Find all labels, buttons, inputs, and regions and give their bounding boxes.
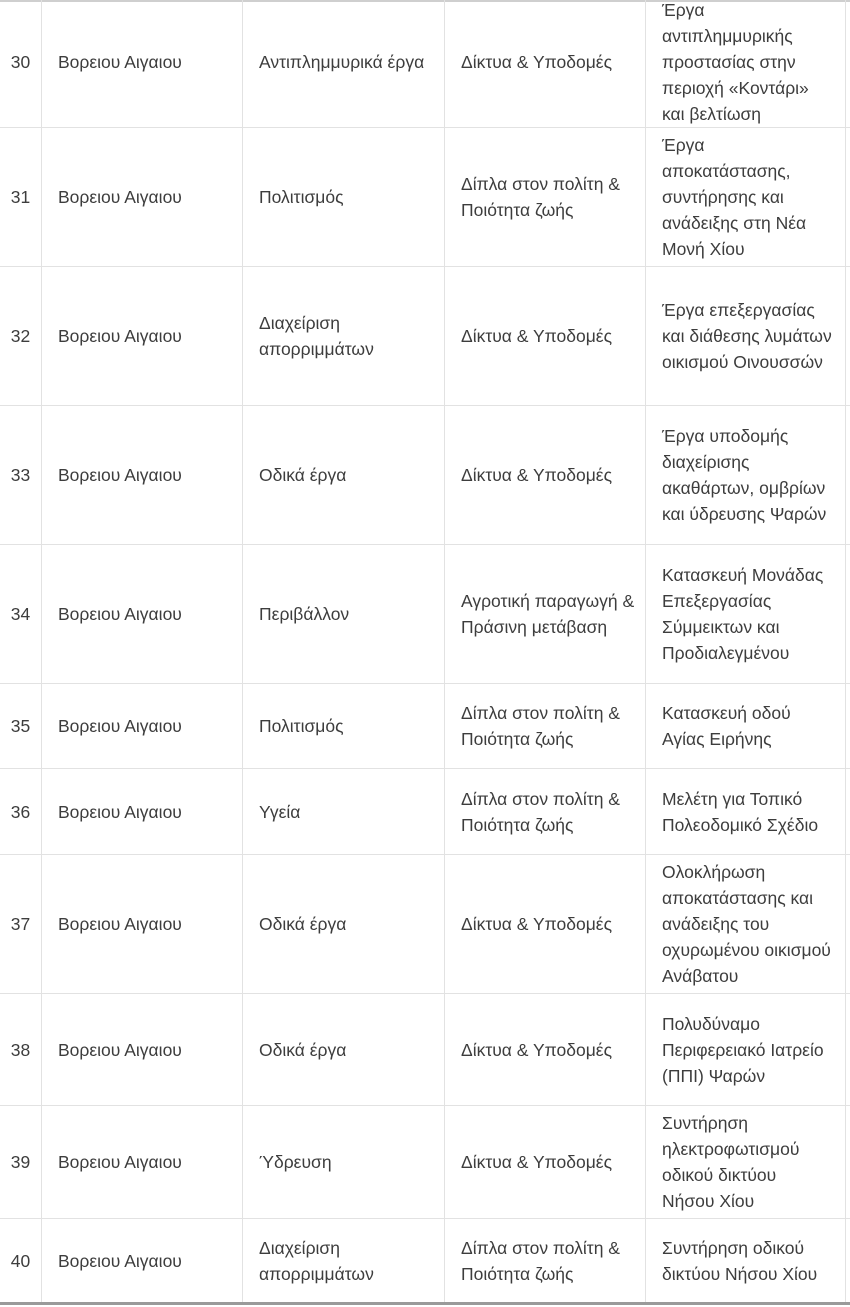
extra-cell bbox=[846, 267, 850, 406]
table-row bbox=[0, 855, 850, 994]
description-cell: Πολυδύναμο Περιφερειακό Ιατρείο (ΠΠΙ) Ψαρών bbox=[646, 994, 846, 1106]
table-row bbox=[0, 545, 850, 684]
row-number: 40 bbox=[0, 1219, 42, 1304]
region-cell: Βορειου Αιγαιου bbox=[42, 545, 243, 684]
table-row bbox=[0, 1106, 850, 1219]
category-cell: Πολιτισμός bbox=[243, 128, 445, 267]
description-cell: Κατασκευή οδού Αγίας Ειρήνης bbox=[646, 684, 846, 769]
row-number: 30 bbox=[0, 0, 42, 128]
category-cell: Υγεία bbox=[243, 769, 445, 855]
table-row bbox=[0, 769, 850, 855]
region-cell: Βορειου Αιγαιου bbox=[42, 1106, 243, 1219]
axis-cell: Δίπλα στον πολίτη & Ποιότητα ζωής bbox=[445, 128, 646, 267]
region-cell: Βορειου Αιγαιου bbox=[42, 267, 243, 406]
axis-cell: Δίκτυα & Υποδομές bbox=[445, 267, 646, 406]
region-cell: Βορειου Αιγαιου bbox=[42, 128, 243, 267]
extra-cell bbox=[846, 684, 850, 769]
row-number: 32 bbox=[0, 267, 42, 406]
extra-cell bbox=[846, 545, 850, 684]
axis-cell: Δίπλα στον πολίτη & Ποιότητα ζωής bbox=[445, 1219, 646, 1304]
region-cell: Βορειου Αιγαιου bbox=[42, 855, 243, 994]
axis-cell: Δίκτυα & Υποδομές bbox=[445, 406, 646, 545]
extra-cell bbox=[846, 128, 850, 267]
extra-cell bbox=[846, 769, 850, 855]
table-row bbox=[0, 0, 850, 128]
axis-cell: Δίπλα στον πολίτη & Ποιότητα ζωής bbox=[445, 684, 646, 769]
row-number: 36 bbox=[0, 769, 42, 855]
category-cell: Διαχείριση απορριμμάτων bbox=[243, 1219, 445, 1304]
region-cell: Βορειου Αιγαιου bbox=[42, 684, 243, 769]
row-number: 37 bbox=[0, 855, 42, 994]
region-cell: Βορειου Αιγαιου bbox=[42, 1219, 243, 1304]
axis-cell: Δίπλα στον πολίτη & Ποιότητα ζωής bbox=[445, 769, 646, 855]
axis-cell: Αγροτική παραγωγή & Πράσινη μετάβαση bbox=[445, 545, 646, 684]
category-cell: Αντιπλημμυρικά έργα bbox=[243, 0, 445, 128]
table-row bbox=[0, 128, 850, 267]
extra-cell bbox=[846, 406, 850, 545]
row-number: 34 bbox=[0, 545, 42, 684]
extra-cell bbox=[846, 1106, 850, 1219]
description-cell: Έργα αποκατάστασης, συντήρησης και ανάδειξης στη Νέα Μονή Χίου bbox=[646, 128, 846, 267]
axis-cell: Δίκτυα & Υποδομές bbox=[445, 855, 646, 994]
description-cell: Κατασκευή Μονάδας Επεξεργασίας Σύμμεικτων και Προδιαλεγμένου bbox=[646, 545, 846, 684]
table-row bbox=[0, 1219, 850, 1304]
extra-cell bbox=[846, 0, 850, 128]
axis-cell: Δίκτυα & Υποδομές bbox=[445, 994, 646, 1106]
region-cell: Βορειου Αιγαιου bbox=[42, 769, 243, 855]
row-number: 31 bbox=[0, 128, 42, 267]
description-cell: Συντήρηση οδικού δικτύου Νήσου Χίου bbox=[646, 1219, 846, 1304]
category-cell: Ύδρευση bbox=[243, 1106, 445, 1219]
table-row bbox=[0, 406, 850, 545]
category-cell: Πολιτισμός bbox=[243, 684, 445, 769]
row-number: 38 bbox=[0, 994, 42, 1106]
table-row bbox=[0, 267, 850, 406]
row-number: 35 bbox=[0, 684, 42, 769]
table-row bbox=[0, 994, 850, 1106]
description-cell: Μελέτη για Τοπικό Πολεοδομικό Σχέδιο bbox=[646, 769, 846, 855]
category-cell: Περιβάλλον bbox=[243, 545, 445, 684]
table-row bbox=[0, 684, 850, 769]
description-cell: Έργα επεξεργασίας και διάθεσης λυμάτων οικισμού Οινουσσών bbox=[646, 267, 846, 406]
extra-cell bbox=[846, 1219, 850, 1304]
category-cell: Οδικά έργα bbox=[243, 406, 445, 545]
extra-cell bbox=[846, 994, 850, 1106]
row-number: 33 bbox=[0, 406, 42, 545]
region-cell: Βορειου Αιγαιου bbox=[42, 994, 243, 1106]
axis-cell: Δίκτυα & Υποδομές bbox=[445, 1106, 646, 1219]
category-cell: Οδικά έργα bbox=[243, 994, 445, 1106]
extra-cell bbox=[846, 855, 850, 994]
description-cell: Συντήρηση ηλεκτροφωτισμού οδικού δικτύου Νήσου Χίου bbox=[646, 1106, 846, 1219]
category-cell: Οδικά έργα bbox=[243, 855, 445, 994]
region-cell: Βορειου Αιγαιου bbox=[42, 0, 243, 128]
description-cell: Έργα αντιπλημμυρικής προστασίας στην περιοχή «Κοντάρι» και βελτίωση bbox=[646, 0, 846, 128]
category-cell: Διαχείριση απορριμμάτων bbox=[243, 267, 445, 406]
axis-cell: Δίκτυα & Υποδομές bbox=[445, 0, 646, 128]
region-cell: Βορειου Αιγαιου bbox=[42, 406, 243, 545]
description-cell: Έργα υποδομής διαχείρισης ακαθάρτων, ομβρίων και ύδρευσης Ψαρών bbox=[646, 406, 846, 545]
row-number: 39 bbox=[0, 1106, 42, 1219]
description-cell: Ολοκλήρωση αποκατάστασης και ανάδειξης του οχυρωμένου οικισμού Ανάβατου bbox=[646, 855, 846, 994]
